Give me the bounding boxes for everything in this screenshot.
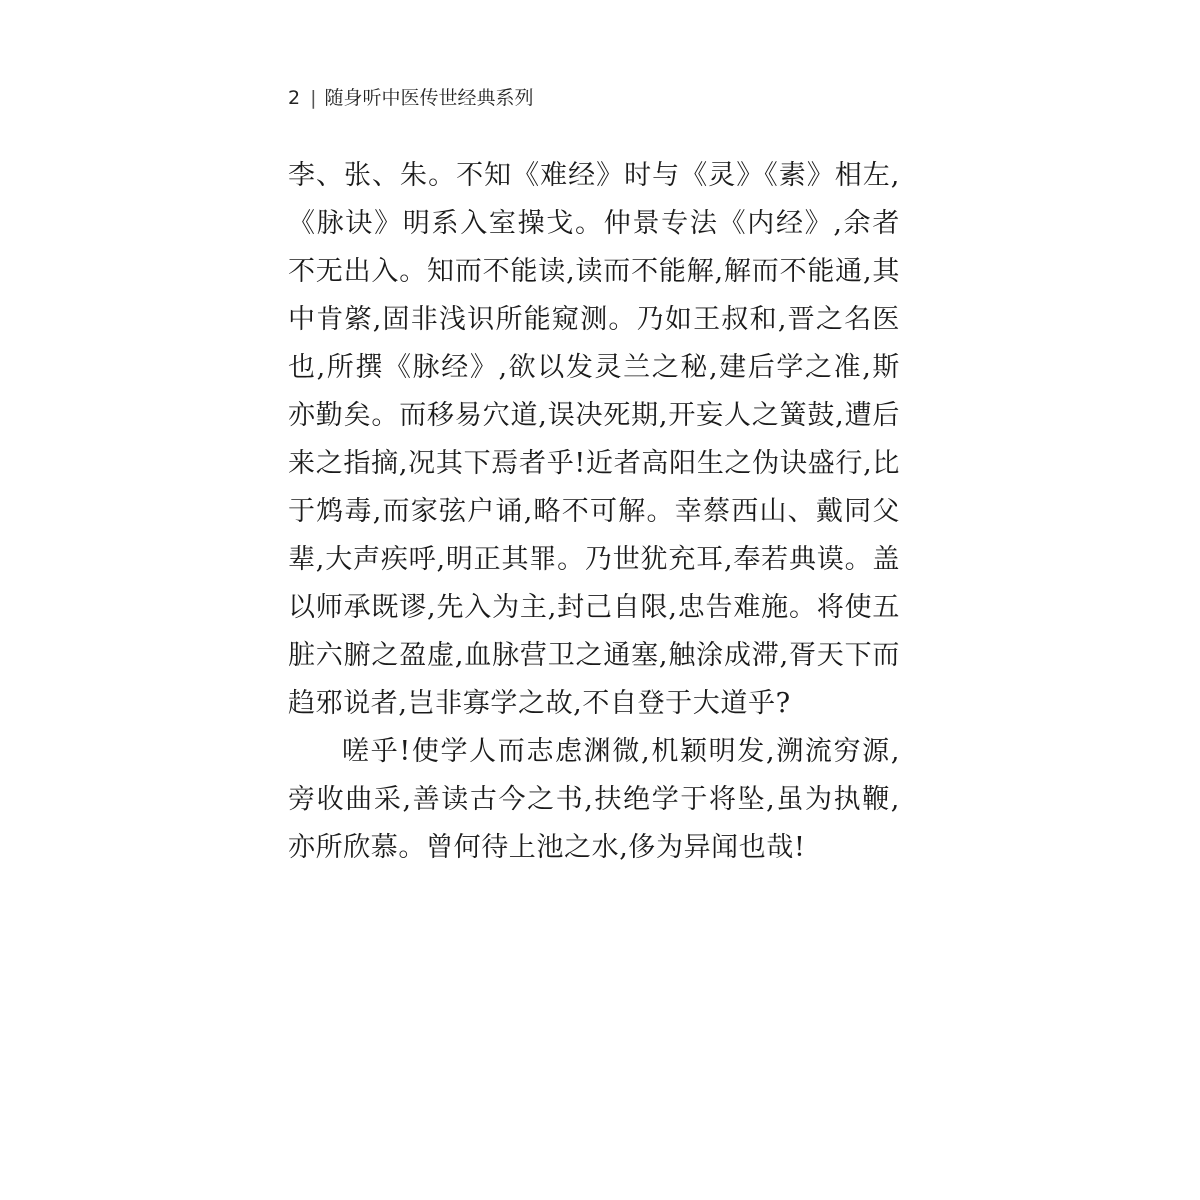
series-title: 随身听中医传世经典系列 — [324, 87, 534, 109]
page-number: 2 — [288, 87, 301, 109]
body-text — [288, 152, 900, 872]
paragraph-1: 李、张、朱。不知《难经》时与《灵》《素》相左,《脉诀》明系入室操戈。仲景专法《内经》,余者不无出入。知而不能读,读而不能解,解而不能通,其中肯綮,固非浅识所能窥测。乃如王叔和,晋之名医也,所撰《脉经》,欲以发灵兰之秘,建后学之准,斯亦勤矣。而移易穴道,误决死期,开妄人之簧鼓,遭后来之指摘,况其下焉者乎!近者高阳生之伪诀盛行,比于鸩毒,而家弦户诵,略不可解。幸蔡西山、戴同父辈,大声疾呼,明正其罪。乃世犹充耳,奉若典谟。盖以师承既谬,先入为主,封己自限,忠告难施。将使五脏六腑之盈虚,血脉营卫之通塞,触涂成滞,胥天下而趋邪说者,岂非寡学之故,不自登于大道乎? — [288, 160, 900, 719]
running-header — [288, 84, 534, 112]
header-separator: | — [310, 87, 317, 109]
paragraph-2: 嗟乎!使学人而志虑渊微,机颖明发,溯流穷源,旁收曲采,善读古今之书,扶绝学于将坠,虽为执鞭,亦所欣慕。曾何待上池之水,侈为异闻也哉! — [288, 736, 900, 863]
